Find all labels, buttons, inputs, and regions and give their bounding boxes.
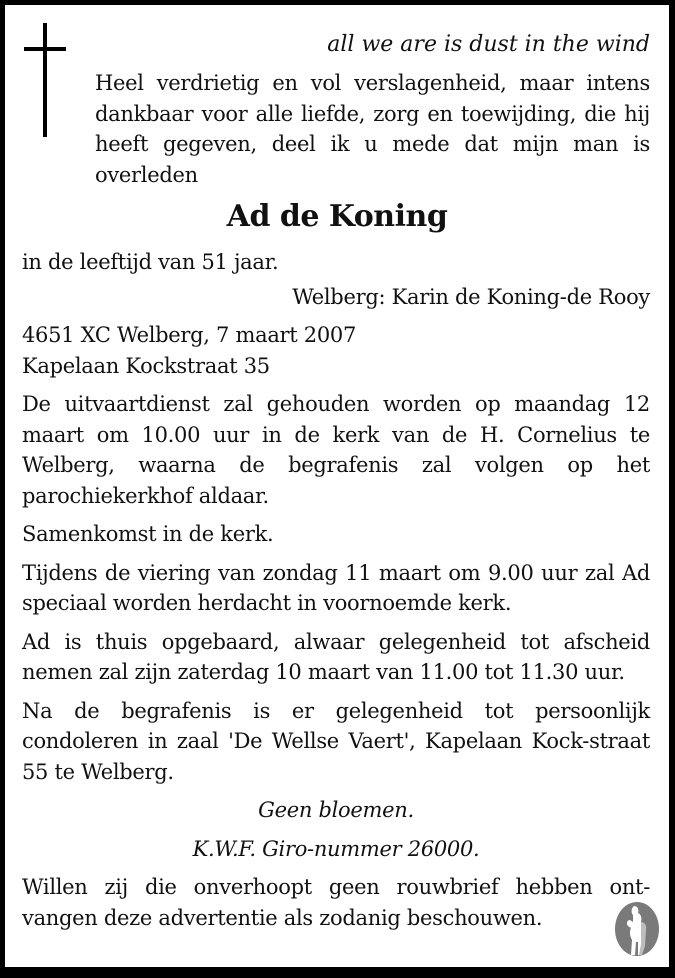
address-line-1: 4651 XC Welberg, 7 maart 2007 xyxy=(22,323,357,347)
cross-horizontal-bar xyxy=(24,47,66,51)
condolences-paragraph: Na de begrafenis is er gelegenheid tot persoonlijk condoleren in zaal 'De Wellse Vaert', Kapelaan Kock-straat 55 te Welberg. xyxy=(22,698,650,784)
cross-vertical-bar xyxy=(43,23,47,137)
motto-quote: all we are is dust in the wind xyxy=(327,32,650,57)
no-flowers-note: Geen bloemen. xyxy=(258,798,414,822)
closing-paragraph: Willen zij die onverhoopt geen rouwbrief hebben ont-vangen deze advertentie als zodanig beschouwen. xyxy=(22,875,650,930)
cross-icon xyxy=(24,23,66,143)
donation-note: K.W.F. Giro-nummer 26000. xyxy=(192,836,480,861)
address-line-2: Kapelaan Kockstraat 35 xyxy=(22,353,270,378)
intro-paragraph: Heel verdrietig en vol verslagenheid, maar intens dankbaar voor alle liefde, zorg en toewijding, die hij heeft gegeven, deel ik u mede dat mijn man is overleden xyxy=(95,71,650,187)
notice-body xyxy=(22,247,650,933)
age-line: in de leeftijd van 51 jaar. xyxy=(22,250,279,274)
deceased-name: Ad de Koning xyxy=(226,199,448,234)
remembrance-paragraph: Tijdens de viering van zondag 11 maart om 9.00 uur zal Ad speciaal worden herdacht in voornoemde kerk. xyxy=(22,560,650,615)
funeral-service-paragraph: De uitvaartdienst zal gehouden worden op maandag 12 maart om 10.00 uur in de kerk van de H. Cornelius te Welberg, waarna de begrafenis zal volgen op het parochiekerkhof aldaar. xyxy=(22,392,650,508)
viewing-paragraph: Ad is thuis opgebaard, alwaar gelegenheid tot afscheid nemen zal zijn zaterdag 10 maart van 11.00 tot 11.30 uur. xyxy=(22,629,650,684)
obituary-notice xyxy=(5,5,669,967)
embracing-figures-logo-icon xyxy=(614,900,660,958)
signature-line: Welberg: Karin de Koning-de Rooy xyxy=(292,284,650,309)
gathering-paragraph: Samenkomst in de kerk. xyxy=(22,522,274,546)
